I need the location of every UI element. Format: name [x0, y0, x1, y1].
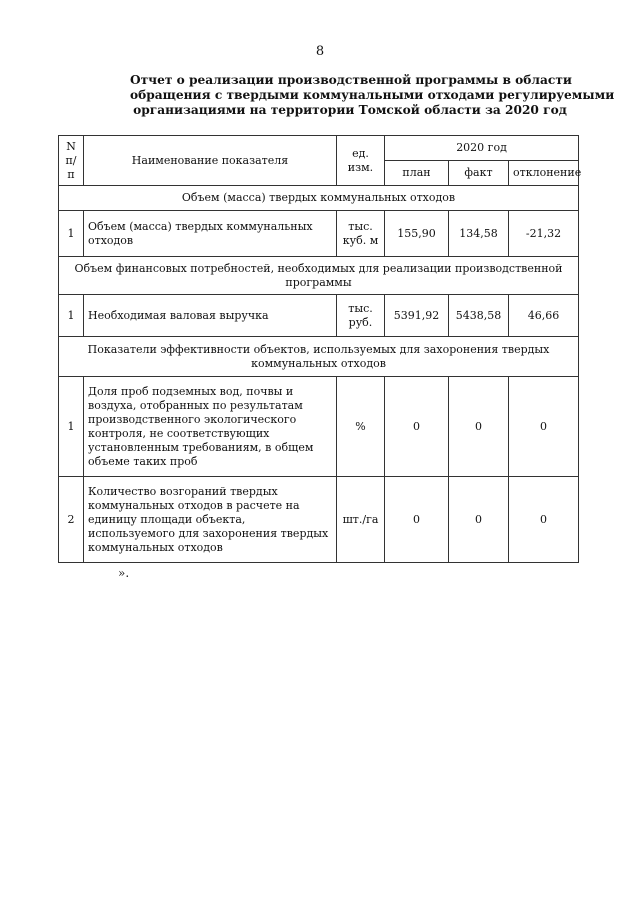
row-unit: шт./га	[337, 477, 385, 563]
row-fact: 0	[449, 377, 509, 477]
row-plan: 0	[385, 377, 449, 477]
header-unit: ед. изм.	[337, 136, 385, 186]
table-row	[59, 211, 579, 257]
row-fact: 134,58	[449, 211, 509, 257]
header-name: Наименование показателя	[84, 136, 337, 186]
row-num: 2	[59, 477, 84, 563]
row-num: 1	[59, 295, 84, 337]
row-name: Количество возгораний твердых коммунальных отходов в расчете на единицу площади объекта, используемого для захоронения твердых коммунальных отходов	[84, 477, 337, 563]
section-title: Показатели эффективности объектов, используемых для захоронения твердых коммунальных отходов	[59, 337, 579, 377]
table-row	[59, 477, 579, 563]
header-num: N п/п	[59, 136, 84, 186]
row-num: 1	[59, 211, 84, 257]
row-name: Доля проб подземных вод, почвы и воздуха, отобранных по результатам производственного экологического контроля, не соответствующих установленным требованиям, в общем объеме таких проб	[84, 377, 337, 477]
row-deviation: 46,66	[509, 295, 579, 337]
row-unit: %	[337, 377, 385, 477]
section-row	[59, 337, 579, 377]
row-name: Объем (масса) твердых коммунальных отходов	[84, 211, 337, 257]
header-year: 2020 год	[385, 136, 579, 161]
row-plan: 5391,92	[385, 295, 449, 337]
page-number: 8	[315, 44, 325, 59]
row-plan: 155,90	[385, 211, 449, 257]
row-deviation: 0	[509, 377, 579, 477]
row-deviation: 0	[509, 477, 579, 563]
row-unit: тыс. куб. м	[337, 211, 385, 257]
row-num: 1	[59, 377, 84, 477]
closing-quote: ».	[118, 566, 130, 580]
row-deviation: -21,32	[509, 211, 579, 257]
title-line-2: обращения с твердыми коммунальными отходами регулируемыми	[130, 88, 615, 102]
row-unit: тыс. руб.	[337, 295, 385, 337]
report-title	[130, 73, 615, 118]
section-title: Объем финансовых потребностей, необходимых для реализации производственной программы	[59, 257, 579, 295]
table-row	[59, 295, 579, 337]
header-row	[59, 136, 579, 161]
row-fact: 0	[449, 477, 509, 563]
table-row	[59, 377, 579, 477]
section-title: Объем (масса) твердых коммунальных отходов	[59, 186, 579, 211]
row-name: Необходимая валовая выручка	[84, 295, 337, 337]
row-plan: 0	[385, 477, 449, 563]
section-row	[59, 186, 579, 211]
section-row	[59, 257, 579, 295]
header-fact: факт	[449, 161, 509, 186]
title-line-1: Отчет о реализации производственной программы в области	[130, 73, 572, 87]
title-line-3: организациями на территории Томской области за 2020 год	[133, 103, 567, 117]
header-plan: план	[385, 161, 449, 186]
header-deviation: отклонение	[509, 161, 579, 186]
row-fact: 5438,58	[449, 295, 509, 337]
report-table	[58, 135, 582, 563]
